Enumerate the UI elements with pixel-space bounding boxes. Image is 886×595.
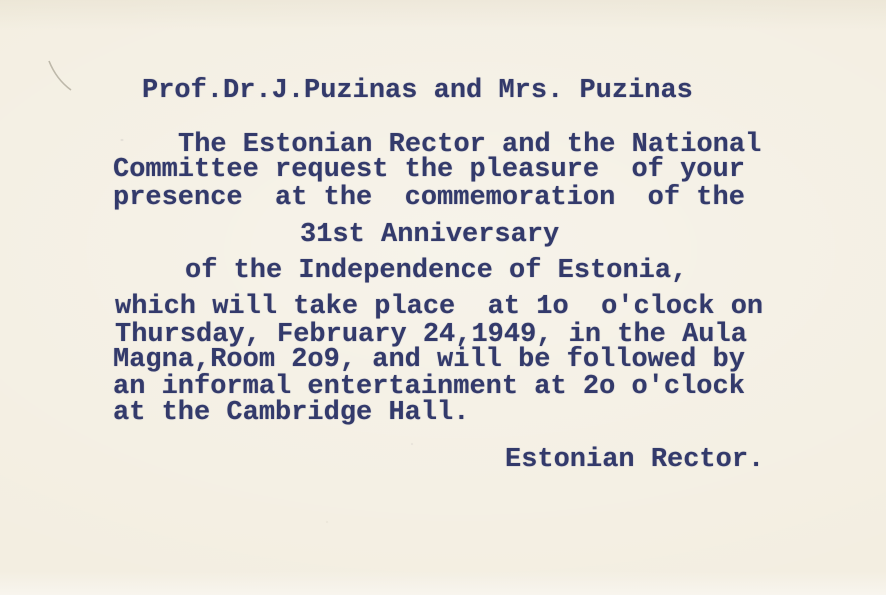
intro-line-1: The Estonian Rector and the National <box>178 130 762 160</box>
signature-line: Estonian Rector. <box>505 445 765 475</box>
anniversary-heading: 31st Anniversary <box>300 220 560 250</box>
details-line-3: Magna,Room 2o9, and will be followed by <box>113 345 745 375</box>
addressee-line: Prof.Dr.J.Puzinas and Mrs. Puzinas <box>142 76 693 106</box>
intro-line-3: presence at the commemoration of the <box>113 183 745 213</box>
details-line-4: an informal entertainment at 2o o'clock <box>113 372 745 402</box>
paper-crease-mark <box>45 58 75 94</box>
intro-line-2: Committee request the pleasure of your <box>113 155 745 185</box>
details-line-1: which will take place at 1o o'clock on <box>115 292 764 322</box>
anniversary-subheading: of the Independence of Estonia, <box>185 256 688 286</box>
details-line-2: Thursday, February 24,1949, in the Aula <box>115 320 747 350</box>
details-line-5: at the Cambridge Hall. <box>113 398 470 428</box>
